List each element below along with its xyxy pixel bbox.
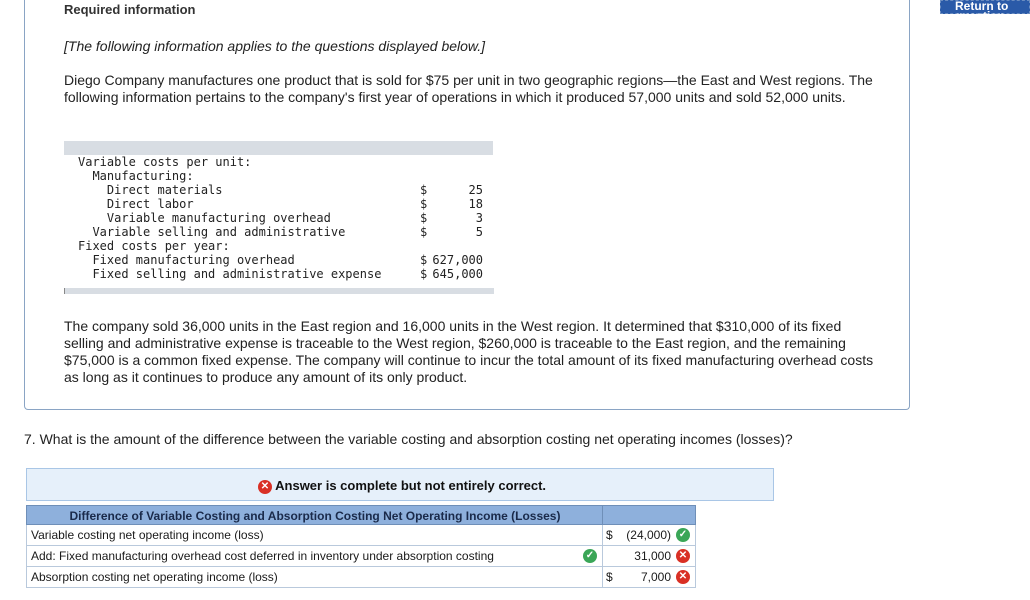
table-header-bar bbox=[64, 141, 493, 155]
row-value: 18 bbox=[468, 197, 483, 211]
row-value: 645,000 bbox=[432, 267, 483, 281]
header-divider bbox=[602, 505, 603, 525]
cell-divider bbox=[602, 546, 603, 566]
row-label: Direct materials bbox=[78, 183, 223, 197]
answer-status-banner bbox=[26, 468, 774, 501]
row-value: 3 bbox=[475, 211, 483, 225]
row-label: Fixed costs per year: bbox=[78, 239, 230, 253]
banner-label: Answer is complete but not entirely correct. bbox=[275, 478, 547, 493]
table-row bbox=[64, 211, 493, 225]
row-label: Direct labor bbox=[78, 197, 194, 211]
info-note: [The following information applies to the questions displayed below.] bbox=[64, 38, 486, 54]
row-dollar: $ bbox=[420, 225, 428, 239]
table-row bbox=[64, 239, 493, 253]
details-paragraph: The company sold 36,000 units in the East region and 16,000 units in the West region. It determined that $310,000 of its fixed selling and administrative expense is traceable to the West region, $260,000 is traceable to the East region, and the remaining $75,000 is a common fixed expense. The company will continue to incur the total amount of its fixed manufacturing overhead costs as long as it continues to produce any amount of its only product. bbox=[64, 318, 874, 385]
row-label: Variable costs per unit: bbox=[78, 155, 252, 169]
table-row bbox=[64, 155, 493, 169]
cost-table bbox=[64, 141, 493, 295]
dollar-sign: $ bbox=[606, 570, 613, 584]
row-label: Variable manufacturing overhead bbox=[78, 211, 331, 225]
answer-row bbox=[26, 567, 696, 588]
answer-row-label: Absorption costing net operating income (loss) bbox=[31, 570, 278, 584]
cell-divider bbox=[602, 525, 603, 545]
section-title: Required information bbox=[64, 2, 196, 17]
table-footer-bar bbox=[64, 288, 494, 294]
table-row bbox=[64, 267, 493, 281]
incorrect-icon: ✕ bbox=[258, 480, 272, 494]
correct-check-icon: ✓ bbox=[583, 549, 597, 563]
row-value: 5 bbox=[475, 225, 483, 239]
answer-row-label: Variable costing net operating income (loss) bbox=[31, 528, 264, 542]
row-label: Fixed selling and administrative expense bbox=[78, 267, 382, 281]
return-to-question-button[interactable]: Return to question bbox=[940, 0, 1030, 14]
answer-input-value[interactable]: 31,000 bbox=[634, 549, 671, 563]
row-dollar: $ bbox=[420, 211, 428, 225]
row-dollar: $ bbox=[420, 253, 428, 267]
row-label: Manufacturing: bbox=[78, 169, 194, 183]
row-label: Variable selling and administrative bbox=[78, 225, 346, 239]
cell-divider bbox=[602, 567, 603, 587]
row-dollar: $ bbox=[420, 267, 428, 281]
incorrect-x-icon: ✕ bbox=[676, 549, 690, 563]
table-row bbox=[64, 253, 493, 267]
row-value: 627,000 bbox=[432, 253, 483, 267]
answer-row bbox=[26, 546, 696, 567]
row-dollar: $ bbox=[420, 197, 428, 211]
answer-table bbox=[26, 505, 696, 595]
table-row bbox=[64, 197, 493, 211]
answer-input-value[interactable]: 7,000 bbox=[640, 570, 671, 584]
table-row bbox=[64, 225, 493, 239]
answer-row bbox=[26, 525, 696, 546]
answer-row-label[interactable]: Add: Fixed manufacturing overhead cost deferred in inventory under absorption costing bbox=[31, 549, 494, 563]
table-row bbox=[64, 183, 493, 197]
table-row bbox=[64, 169, 493, 183]
question-text: 7. What is the amount of the difference between the variable costing and absorption costing net operating incomes (losses)? bbox=[24, 431, 793, 447]
row-dollar: $ bbox=[420, 183, 428, 197]
correct-check-icon: ✓ bbox=[676, 528, 690, 542]
dollar-sign: $ bbox=[606, 528, 613, 542]
banner-content bbox=[258, 478, 546, 494]
row-label: Fixed manufacturing overhead bbox=[78, 253, 295, 267]
answer-table-title: Difference of Variable Costing and Absorption Costing Net Operating Income (Losses) bbox=[26, 505, 696, 525]
intro-paragraph: Diego Company manufactures one product that is sold for $75 per unit in two geographic regions—the East and West regions. The following information pertains to the company's first year of operations in which it produced 57,000 units and sold 52,000 units. bbox=[64, 72, 873, 105]
row-value: 25 bbox=[468, 183, 483, 197]
answer-input-value[interactable]: (24,000) bbox=[626, 528, 671, 542]
incorrect-x-icon: ✕ bbox=[676, 570, 690, 584]
